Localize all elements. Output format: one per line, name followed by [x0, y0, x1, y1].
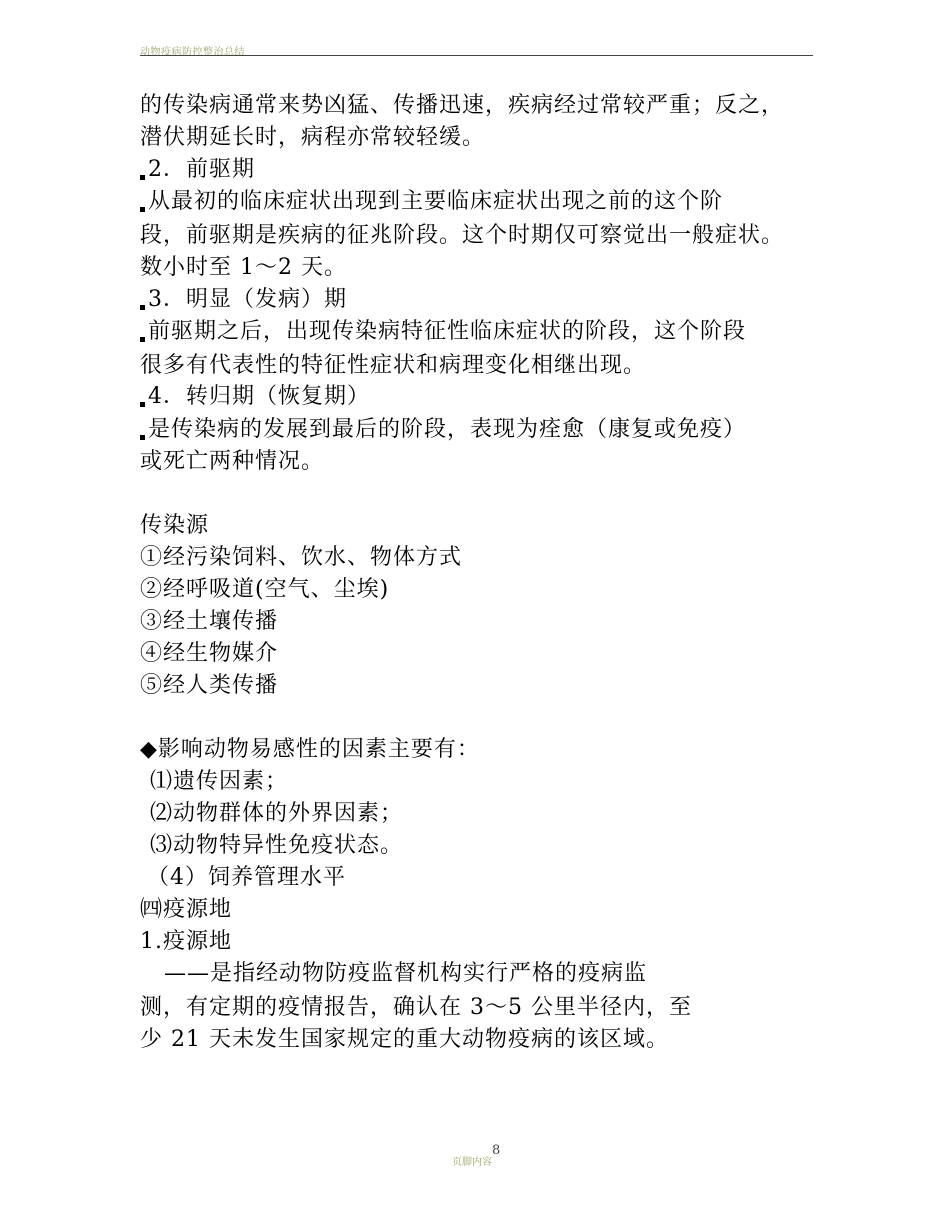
bullet-marker: [140, 337, 145, 342]
section-heading: [140, 286, 347, 314]
header-text: 动物疫病防控整治总结: [140, 47, 245, 58]
list-item: ⑶动物特异性免疫状态。: [150, 833, 404, 858]
header-rule: [140, 55, 813, 56]
list-item: ③经土壤传播: [140, 609, 279, 634]
footer-text: 页脚内容: [452, 1157, 492, 1168]
body-line: [140, 188, 723, 216]
section-title: 1.疫源地: [140, 929, 232, 954]
list-item: （4）饲养管理水平: [147, 865, 346, 890]
bullet-marker: [140, 175, 145, 180]
heading-text: 3．明显（发病）期: [148, 287, 347, 312]
body-line: 少 21 天未发生国家规定的重大动物疫病的该区域。: [140, 1027, 669, 1052]
section-title: ㈣疫源地: [140, 897, 233, 922]
heading-text: 4．转归期（恢复期）: [148, 384, 370, 409]
heading-text: 2．前驱期: [148, 157, 255, 182]
body-line: 的传染病通常来势凶猛、传播迅速，疾病经过常较严重；反之，: [140, 93, 785, 118]
bullet-marker: [140, 207, 145, 212]
body-line: 潜伏期延长时，病程亦常较轻缓。: [140, 125, 486, 150]
body-line: 很多有代表性的特征性症状和病理变化相继出现。: [140, 353, 647, 378]
page-number: 8: [492, 1143, 501, 1158]
list-item: ⑴遗传因素；: [150, 769, 289, 794]
list-item: ①经污染饲料、饮水、物体方式: [140, 545, 463, 570]
section-title: ◆影响动物易感性的因素主要有：: [140, 737, 480, 762]
list-item: ⑵动物群体的外界因素；: [150, 801, 404, 826]
body-line: ——是指经动物防疫监督机构实行严格的疫病监: [164, 961, 648, 986]
paragraph-text: 前驱期之后，出现传染病特征性临床症状的阶段，这个阶段: [148, 319, 747, 344]
body-line: 段，前驱期是疾病的征兆阶段。这个时期仅可察觉出一般症状。: [140, 223, 785, 248]
bullet-marker: [140, 435, 145, 440]
bullet-marker: [140, 305, 145, 310]
list-item: ②经呼吸道(空气、尘埃): [140, 577, 390, 602]
body-line: 或死亡两种情况。: [140, 449, 325, 474]
list-item: ⑤经人类传播: [140, 673, 279, 698]
body-line: [140, 416, 746, 444]
body-line: 数小时至 1～2 天。: [140, 255, 347, 280]
list-item: ④经生物媒介: [140, 641, 279, 666]
paragraph-text: 是传染病的发展到最后的阶段，表现为痊愈（康复或免疫）: [148, 417, 747, 442]
body-line: [140, 318, 746, 346]
paragraph-text: 从最初的临床症状出现到主要临床症状出现之前的这个阶: [148, 189, 724, 214]
section-heading: [140, 383, 370, 411]
bullet-marker: [140, 402, 145, 407]
section-heading: [140, 156, 255, 184]
body-line: 测，有定期的疫情报告，确认在 3～5 公里半径内，至: [140, 995, 692, 1020]
section-title: 传染源: [140, 513, 210, 538]
